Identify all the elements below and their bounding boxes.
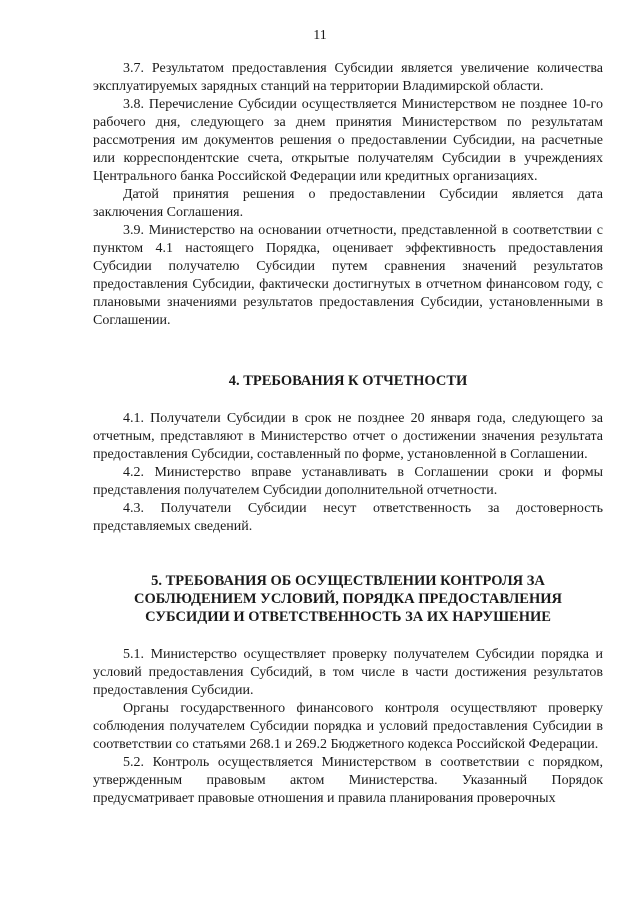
section-5-heading-line-3: СУБСИДИИ И ОТВЕТСТВЕННОСТЬ ЗА ИХ НАРУШЕНИЕ	[145, 609, 551, 625]
section-5-heading-line-2: СОБЛЮДЕНИЕМ УСЛОВИЙ, ПОРЯДКА ПРЕДОСТАВЛЕНИЯ	[133, 591, 563, 607]
paragraph-4-3: 4.3. Получатели Субсидии несут ответственность за достоверность представляемых сведений.	[93, 501, 603, 534]
section-4-heading: 4. ТРЕБОВАНИЯ К ОТЧЕТНОСТИ	[228, 373, 468, 389]
paragraph-3-9: 3.9. Министерство на основании отчетности, представленной в соответствии с пунктом 4.1 настоящего Порядка, оценивает эффективность предоставления Субсидии получателю Субсидии путем сравнения значений результатов предоставления Субсидии, фактически достигнутых в отчетном финансовом году, с плановыми значениями результатов предоставления Субсидии, установленными в Соглашении.	[93, 223, 603, 328]
page-number: 11	[313, 28, 327, 43]
paragraph-5-1: 5.1. Министерство осуществляет проверку получателем Субсидии порядка и условий предоставления Субсидий, в том числе в части достижения результатов предоставления Субсидии.	[93, 647, 603, 698]
section-5-heading	[93, 572, 603, 626]
paragraph-3-8: 3.8. Перечисление Субсидии осуществляется Министерством не позднее 10-го рабочего дня, следующего за днем принятия Министерством по результатам рассмотрения им документов решения о предоставлении Субсидии, на расчетные или корреспондентские счета, открытые получателям Субсидии в учреждениях Центрального банка Российской Федерации или кредитных организациях.	[93, 97, 603, 184]
paragraph-4-1: 4.1. Получатели Субсидии в срок не позднее 20 января года, следующего за отчетным, представляют в Министерство отчет о достижении значения результата предоставления Субсидии, составленный по форме, установленной в Соглашении.	[93, 411, 603, 462]
paragraph-4-2: 4.2. Министерство вправе устанавливать в Соглашении сроки и формы представления получателем Субсидии дополнительной отчетности.	[93, 465, 603, 498]
section-5-heading-line-1: 5. ТРЕБОВАНИЯ ОБ ОСУЩЕСТВЛЕНИИ КОНТРОЛЯ ЗА	[151, 573, 545, 589]
paragraph-3-7: 3.7. Результатом предоставления Субсидии является увеличение количества эксплуатируемых зарядных станций на территории Владимирской области.	[93, 61, 603, 94]
paragraph-5-2: 5.2. Контроль осуществляется Министерством в соответствии с порядком, утвержденным правовым актом Министерства. Указанный Порядок предусматривает правовые отношения и правила планирования проверочных	[93, 755, 603, 806]
paragraph-decision-date: Датой принятия решения о предоставлении Субсидии является дата заключения Соглашения.	[93, 187, 603, 220]
paragraph-financial-control: Органы государственного финансового контроля осуществляют проверку соблюдения получателем Субсидии порядка и условий предоставления Субсидии в соответствии со статьями 268.1 и 269.2 Бюджетного кодекса Российской Федерации.	[93, 701, 603, 752]
document-body	[93, 60, 603, 808]
